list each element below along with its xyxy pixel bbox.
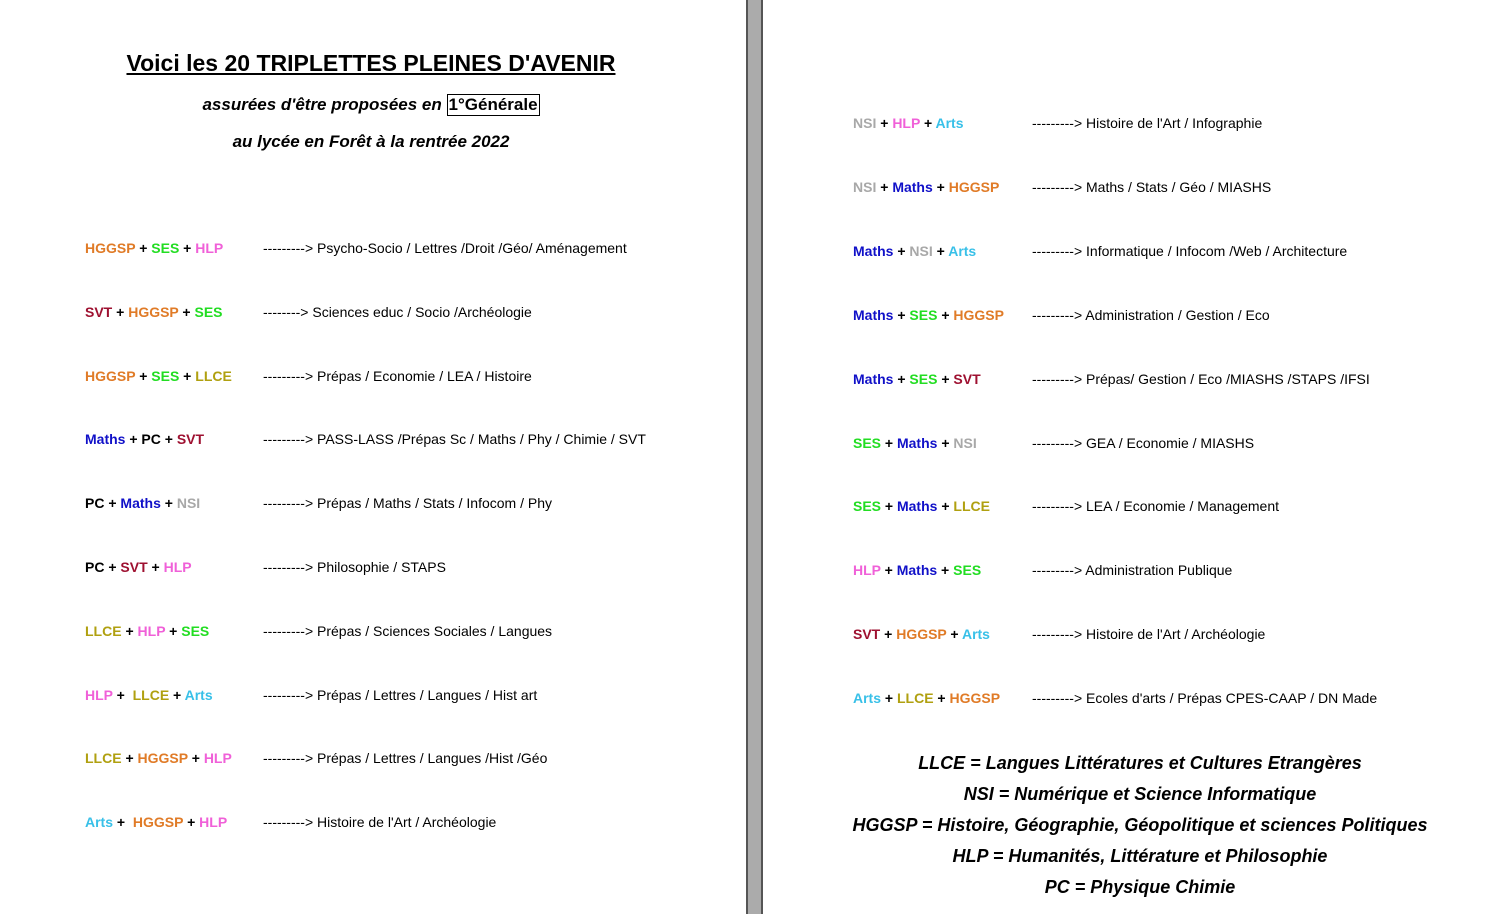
specialty-hggsp: HGGSP	[132, 814, 184, 831]
plus-sign: +	[187, 750, 204, 767]
subtitle-boxed-level: 1°Générale	[448, 95, 538, 114]
specialty-maths: Maths	[853, 242, 894, 259]
specialty-hggsp: HGGSP	[953, 306, 1004, 323]
triplet-specialties	[85, 559, 192, 575]
plus-sign: +	[121, 750, 138, 767]
triplet-outcomes: ---------> Prépas/ Gestion / Eco /MIASHS /STAPS /IFSI	[1032, 370, 1370, 387]
plus-sign: +	[160, 431, 177, 448]
plus-sign: +	[881, 434, 897, 451]
triplet-specialties	[85, 750, 232, 766]
specialty-ses: SES	[909, 370, 938, 387]
triplet-specialties	[853, 115, 964, 131]
triplet-outcomes: ---------> Histoire de l'Art / Archéologie	[263, 814, 497, 831]
specialty-ses: SES	[194, 303, 223, 320]
specialty-arts: Arts	[948, 242, 977, 259]
plus-sign: +	[932, 242, 949, 259]
specialty-svt: SVT	[953, 370, 981, 387]
specialty-hlp: HLP	[892, 115, 921, 131]
triplet-outcomes: ---------> Prépas / Economie / LEA / Histoire	[263, 367, 532, 384]
plus-sign: +	[112, 303, 129, 320]
triplet-outcomes: ---------> Maths / Stats / Géo / MIASHS	[1032, 178, 1272, 195]
specialty-pc: PC	[85, 495, 105, 512]
legend-line: PC = Physique Chimie	[1044, 877, 1236, 897]
plus-sign: +	[880, 626, 897, 643]
specialty-ses: SES	[853, 498, 882, 515]
specialty-ses: SES	[151, 240, 180, 256]
specialty-maths: Maths	[896, 434, 938, 451]
plus-sign: +	[876, 115, 893, 131]
triplet-outcomes: ---------> Ecoles d'arts / Prépas CPES-CAAP / DN Made	[1032, 690, 1378, 707]
plus-sign: +	[933, 690, 950, 707]
plus-sign: +	[932, 178, 949, 195]
specialty-hggsp: HGGSP	[949, 690, 1001, 707]
specialty-pc: PC	[141, 431, 161, 448]
triplet-outcomes: ---------> Prépas / Lettres / Langues /Hist /Géo	[263, 750, 548, 767]
plus-sign: +	[179, 367, 196, 384]
triplet-outcomes: ---------> Psycho-Socio / Lettres /Droit /Géo/ Aménagement	[263, 240, 627, 256]
plus-sign: +	[169, 686, 185, 703]
specialty-svt: SVT	[176, 431, 205, 448]
specialty-llce: LLCE	[85, 750, 122, 767]
specialty-llce: LLCE	[953, 498, 990, 515]
specialty-llce: LLCE	[896, 690, 934, 707]
specialty-hggsp: HGGSP	[85, 240, 136, 256]
triplet-specialties	[85, 240, 223, 256]
specialty-hlp: HLP	[137, 622, 166, 639]
triplet-specialties	[853, 562, 981, 578]
plus-sign: +	[112, 686, 133, 703]
subtitle-line-2: au lycée en Forêt à la rentrée 2022	[232, 132, 510, 151]
triplet-outcomes: ---------> Administration Publique	[1032, 562, 1233, 579]
plus-sign: +	[893, 306, 910, 323]
plus-sign: +	[880, 562, 897, 579]
specialty-hlp: HLP	[853, 562, 881, 579]
specialty-ses: SES	[181, 622, 210, 639]
triplet-specialties	[85, 495, 200, 511]
specialty-llce: LLCE	[195, 367, 232, 384]
triplet-outcomes: ---------> LEA / Economie / Management	[1032, 498, 1280, 515]
specialty-nsi: NSI	[909, 242, 933, 259]
specialty-ses: SES	[853, 434, 882, 451]
plus-sign: +	[178, 303, 195, 320]
specialty-ses: SES	[151, 367, 180, 384]
plus-sign: +	[183, 814, 200, 831]
specialty-arts: Arts	[853, 690, 882, 707]
triplet-specialties	[853, 626, 990, 642]
triplet-specialties	[853, 690, 1000, 706]
specialty-arts: Arts	[961, 626, 990, 643]
triplet-specialties	[85, 814, 227, 830]
specialty-maths: Maths	[896, 498, 938, 515]
specialty-llce: LLCE	[85, 622, 122, 639]
triplet-specialties	[853, 243, 976, 259]
specialty-ses: SES	[953, 562, 982, 579]
triplet-specialties	[85, 431, 204, 447]
subtitle-prefix: assurées d'être proposées en	[202, 95, 442, 114]
triplet-specialties	[85, 623, 209, 639]
plus-sign: +	[881, 498, 897, 515]
specialty-nsi: NSI	[176, 495, 201, 512]
specialty-nsi: NSI	[853, 178, 877, 195]
plus-sign: +	[104, 495, 121, 512]
triplet-outcomes: ---------> Prépas / Maths / Stats / Infocom / Phy	[263, 495, 553, 512]
specialty-maths: Maths	[85, 431, 126, 448]
plus-sign: +	[937, 370, 954, 387]
triplet-specialties	[853, 307, 1004, 323]
subtitle-line-1	[0, 94, 742, 116]
plus-sign: +	[179, 240, 196, 256]
specialty-hggsp: HGGSP	[948, 178, 1000, 195]
specialty-ses: SES	[909, 306, 938, 323]
triplet-specialties	[853, 435, 977, 451]
plus-sign: +	[937, 306, 954, 323]
specialty-llce: LLCE	[132, 686, 170, 703]
specialty-arts: Arts	[935, 115, 964, 131]
specialty-maths: Maths	[892, 178, 933, 195]
plus-sign: +	[937, 434, 954, 451]
legend-line: HGGSP = Histoire, Géographie, Géopolitique et sciences Politiques	[852, 815, 1428, 835]
triplet-specialties	[85, 687, 213, 703]
plus-sign: +	[113, 814, 133, 831]
triplet-specialties	[853, 179, 999, 195]
triplet-specialties	[853, 498, 990, 514]
specialty-hggsp: HGGSP	[85, 367, 136, 384]
legend-line: HLP = Humanités, Littérature et Philosophie	[952, 846, 1328, 866]
specialty-nsi: NSI	[853, 115, 877, 131]
page-title: Voici les 20 TRIPLETTES PLEINES D'AVENIR	[126, 50, 616, 76]
plus-sign: +	[125, 431, 142, 448]
specialty-pc: PC	[85, 559, 105, 575]
plus-sign: +	[104, 559, 121, 575]
plus-sign: +	[135, 367, 152, 384]
specialty-maths: Maths	[853, 306, 894, 323]
plus-sign: +	[937, 498, 954, 515]
plus-sign: +	[893, 370, 910, 387]
triplet-outcomes: --------> Sciences educ / Socio /Archéologie	[263, 303, 532, 320]
plus-sign: +	[946, 626, 962, 643]
specialty-arts: Arts	[184, 686, 213, 703]
triplet-outcomes: ---------> Informatique / Infocom /Web / Architecture	[1032, 242, 1348, 259]
specialty-maths: Maths	[853, 370, 894, 387]
right-page	[763, 0, 1510, 914]
specialty-maths: Maths	[120, 495, 161, 512]
plus-sign: +	[135, 240, 152, 256]
plus-sign: +	[893, 242, 910, 259]
plus-sign: +	[160, 495, 177, 512]
specialty-hlp: HLP	[163, 559, 192, 575]
specialty-hlp: HLP	[199, 814, 228, 831]
triplet-outcomes: ---------> Prépas / Lettres / Langues / Hist art	[263, 686, 538, 703]
triplet-specialties	[853, 371, 981, 387]
specialty-svt: SVT	[120, 559, 148, 575]
triplet-outcomes: ---------> PASS-LASS /Prépas Sc / Maths / Phy / Chimie / SVT	[263, 431, 646, 448]
page-divider	[746, 0, 763, 914]
triplet-outcomes: ---------> Prépas / Sciences Sociales / Langues	[263, 622, 553, 639]
specialty-svt: SVT	[85, 303, 113, 320]
triplet-outcomes: ---------> Philosophie / STAPS	[263, 559, 446, 575]
specialty-hggsp: HGGSP	[128, 303, 179, 320]
plus-sign: +	[920, 115, 936, 131]
plus-sign: +	[121, 622, 138, 639]
plus-sign: +	[147, 559, 164, 575]
triplet-outcomes: ---------> Histoire de l'Art / Archéologie	[1032, 626, 1266, 643]
specialty-hggsp: HGGSP	[137, 750, 188, 767]
triplet-outcomes: ---------> GEA / Economie / MIASHS	[1032, 434, 1255, 451]
specialty-hlp: HLP	[203, 750, 232, 767]
triplet-specialties	[85, 304, 223, 320]
specialty-nsi: NSI	[953, 434, 977, 451]
specialty-hlp: HLP	[195, 240, 224, 256]
specialty-hlp: HLP	[85, 686, 113, 703]
plus-sign: +	[937, 562, 954, 579]
specialty-svt: SVT	[853, 626, 881, 643]
plus-sign: +	[881, 690, 897, 707]
specialty-hggsp: HGGSP	[896, 626, 947, 643]
triplet-outcomes: ---------> Histoire de l'Art / Infographie	[1032, 115, 1263, 131]
legend-line: LLCE = Langues Littératures et Cultures Etrangères	[918, 753, 1362, 773]
triplet-outcomes: ---------> Administration / Gestion / Eco	[1032, 306, 1270, 323]
triplet-specialties	[85, 368, 232, 384]
plus-sign: +	[876, 178, 893, 195]
plus-sign: +	[165, 622, 182, 639]
legend-line: NSI = Numérique et Science Informatique	[963, 784, 1317, 804]
specialty-arts: Arts	[85, 814, 114, 831]
specialty-maths: Maths	[896, 562, 938, 579]
left-page	[0, 0, 746, 914]
